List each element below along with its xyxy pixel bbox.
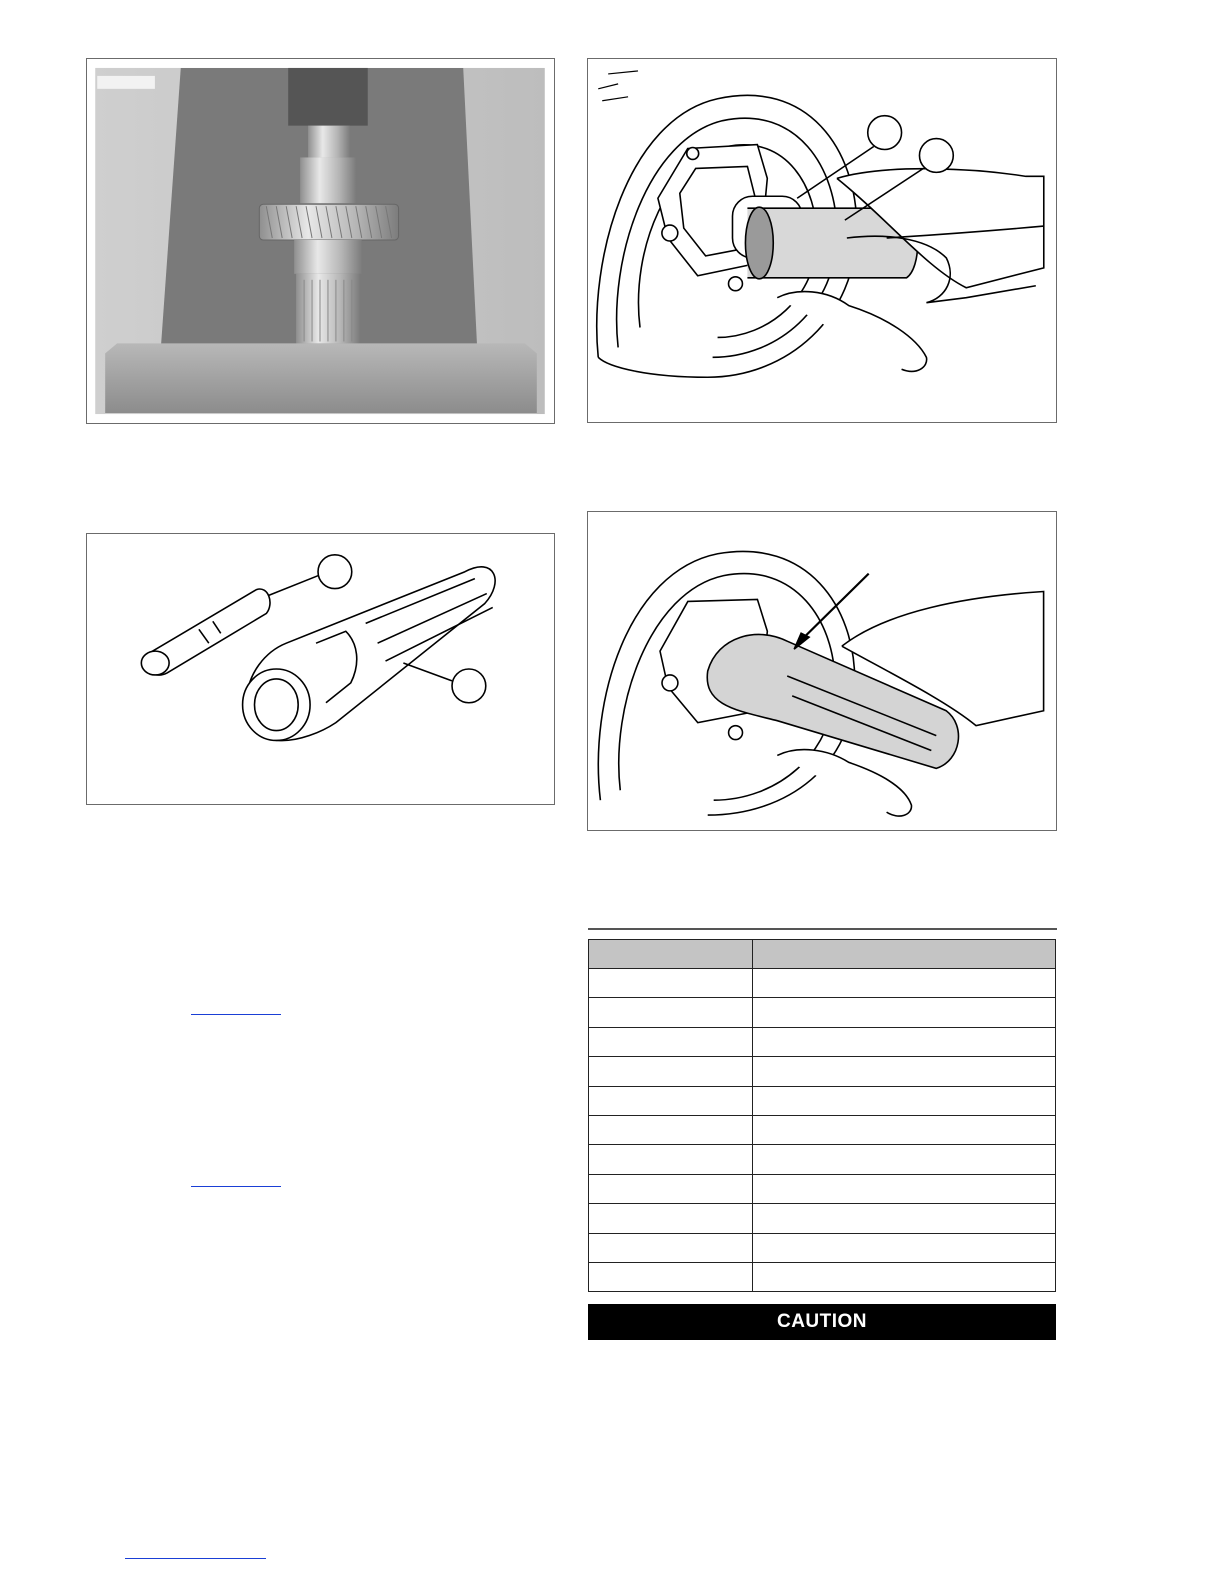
table-row xyxy=(589,1027,1056,1056)
table-row xyxy=(589,1086,1056,1115)
reference-link-3[interactable] xyxy=(125,1558,266,1559)
table-row xyxy=(589,1204,1056,1233)
reference-link-2[interactable] xyxy=(191,1186,281,1187)
table-row xyxy=(589,969,1056,998)
press-photo-figure xyxy=(86,58,555,424)
tool-set-figure xyxy=(86,533,555,805)
specification-table xyxy=(588,939,1056,1292)
seal-installer-illustration xyxy=(588,59,1056,422)
table-header-cell xyxy=(589,940,753,969)
table-row xyxy=(589,1233,1056,1262)
table-header-row xyxy=(589,940,1056,969)
table-row xyxy=(589,1057,1056,1086)
installer-driving-seal-illustration xyxy=(588,512,1056,830)
table-top-rule xyxy=(588,928,1057,930)
table-row xyxy=(589,1145,1056,1174)
seal-install-figure xyxy=(587,58,1057,423)
caution-label: CAUTION xyxy=(776,1311,868,1332)
table-row xyxy=(589,1262,1056,1291)
seal-press-in-figure xyxy=(587,511,1057,831)
table-row xyxy=(589,1174,1056,1203)
reference-link-1[interactable] xyxy=(191,1014,281,1015)
installer-tool-set-illustration xyxy=(87,534,554,804)
caution-banner xyxy=(588,1304,1056,1340)
press-gear-shaft-photo xyxy=(87,59,554,423)
table-header-cell xyxy=(753,940,1056,969)
table-row xyxy=(589,1115,1056,1144)
table-row xyxy=(589,998,1056,1027)
